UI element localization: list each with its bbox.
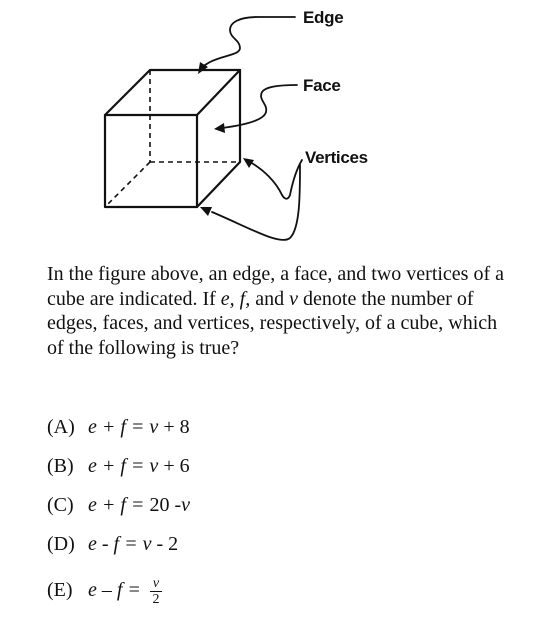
fraction-denominator: 2 bbox=[152, 592, 160, 607]
question-var-v: v bbox=[289, 287, 299, 310]
edge-label: Edge bbox=[303, 8, 344, 27]
cube-front-face bbox=[105, 115, 197, 207]
choice-letter: (A) bbox=[47, 416, 75, 438]
choice-rhs: 20 - bbox=[149, 494, 182, 516]
choice-lhs: e – f = bbox=[88, 579, 146, 602]
choice-fraction bbox=[150, 576, 162, 607]
choice-rhs: + 8 bbox=[158, 416, 190, 438]
vertices-arrowhead bbox=[200, 207, 212, 216]
choice-letter: (E) bbox=[47, 579, 73, 602]
cube-top-face bbox=[105, 70, 240, 115]
choice-letter: (C) bbox=[47, 494, 74, 516]
cube-figure bbox=[0, 0, 539, 250]
choice-e[interactable] bbox=[47, 576, 162, 607]
face-arrowhead bbox=[214, 123, 225, 133]
face-arrow bbox=[222, 85, 297, 128]
question-part-3: denote the number of edges, faces, and vertices, respectively, of a cube, which of the following is true? bbox=[47, 287, 498, 359]
choice-rhs: - 2 bbox=[151, 533, 179, 555]
choice-lhs: e + f = v bbox=[88, 455, 159, 477]
choice-c[interactable] bbox=[47, 493, 190, 517]
cube-hidden-edge bbox=[105, 162, 150, 207]
edge-arrow bbox=[202, 17, 295, 68]
question-text bbox=[47, 262, 517, 360]
choice-letter: (D) bbox=[47, 533, 75, 555]
choice-b[interactable] bbox=[47, 454, 190, 478]
question-part-2: and bbox=[250, 287, 290, 310]
choice-tail: v bbox=[181, 494, 190, 516]
choice-rhs: + 6 bbox=[158, 455, 190, 477]
choice-d[interactable] bbox=[47, 532, 178, 556]
question-part-1: In the figure above, an edge, a face, and two vertices of a cube are indicated. If bbox=[47, 263, 505, 310]
choice-letter: (B) bbox=[47, 455, 74, 477]
face-label: Face bbox=[303, 76, 341, 95]
choice-lhs: e + f = v bbox=[88, 416, 159, 438]
cube-right-face bbox=[197, 70, 240, 207]
question-var-ef: e, f, bbox=[220, 287, 251, 310]
choice-lhs: e - f = v bbox=[88, 533, 152, 555]
fraction-numerator: v bbox=[152, 576, 160, 591]
vertices-label: Vertices bbox=[305, 148, 368, 167]
choice-a[interactable] bbox=[47, 415, 190, 439]
vertices-arrow bbox=[212, 160, 302, 240]
choice-lhs: e + f = bbox=[88, 494, 150, 516]
